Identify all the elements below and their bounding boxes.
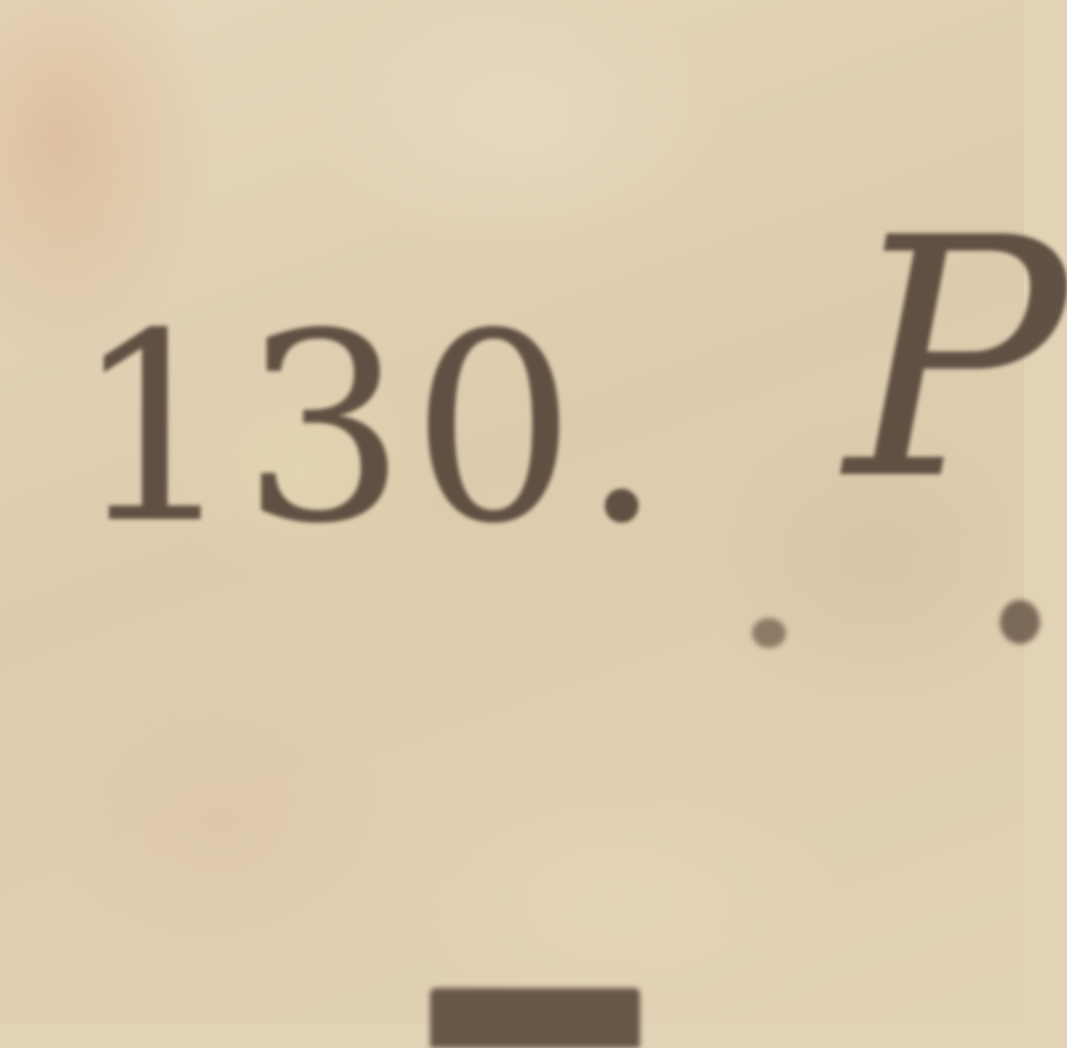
cropped-italic-letter: P [845,168,1067,552]
entry-number: 130. [72,279,667,581]
cropped-text-fragment [430,988,640,1048]
ink-speck [1000,600,1040,644]
ink-speck [752,618,786,648]
